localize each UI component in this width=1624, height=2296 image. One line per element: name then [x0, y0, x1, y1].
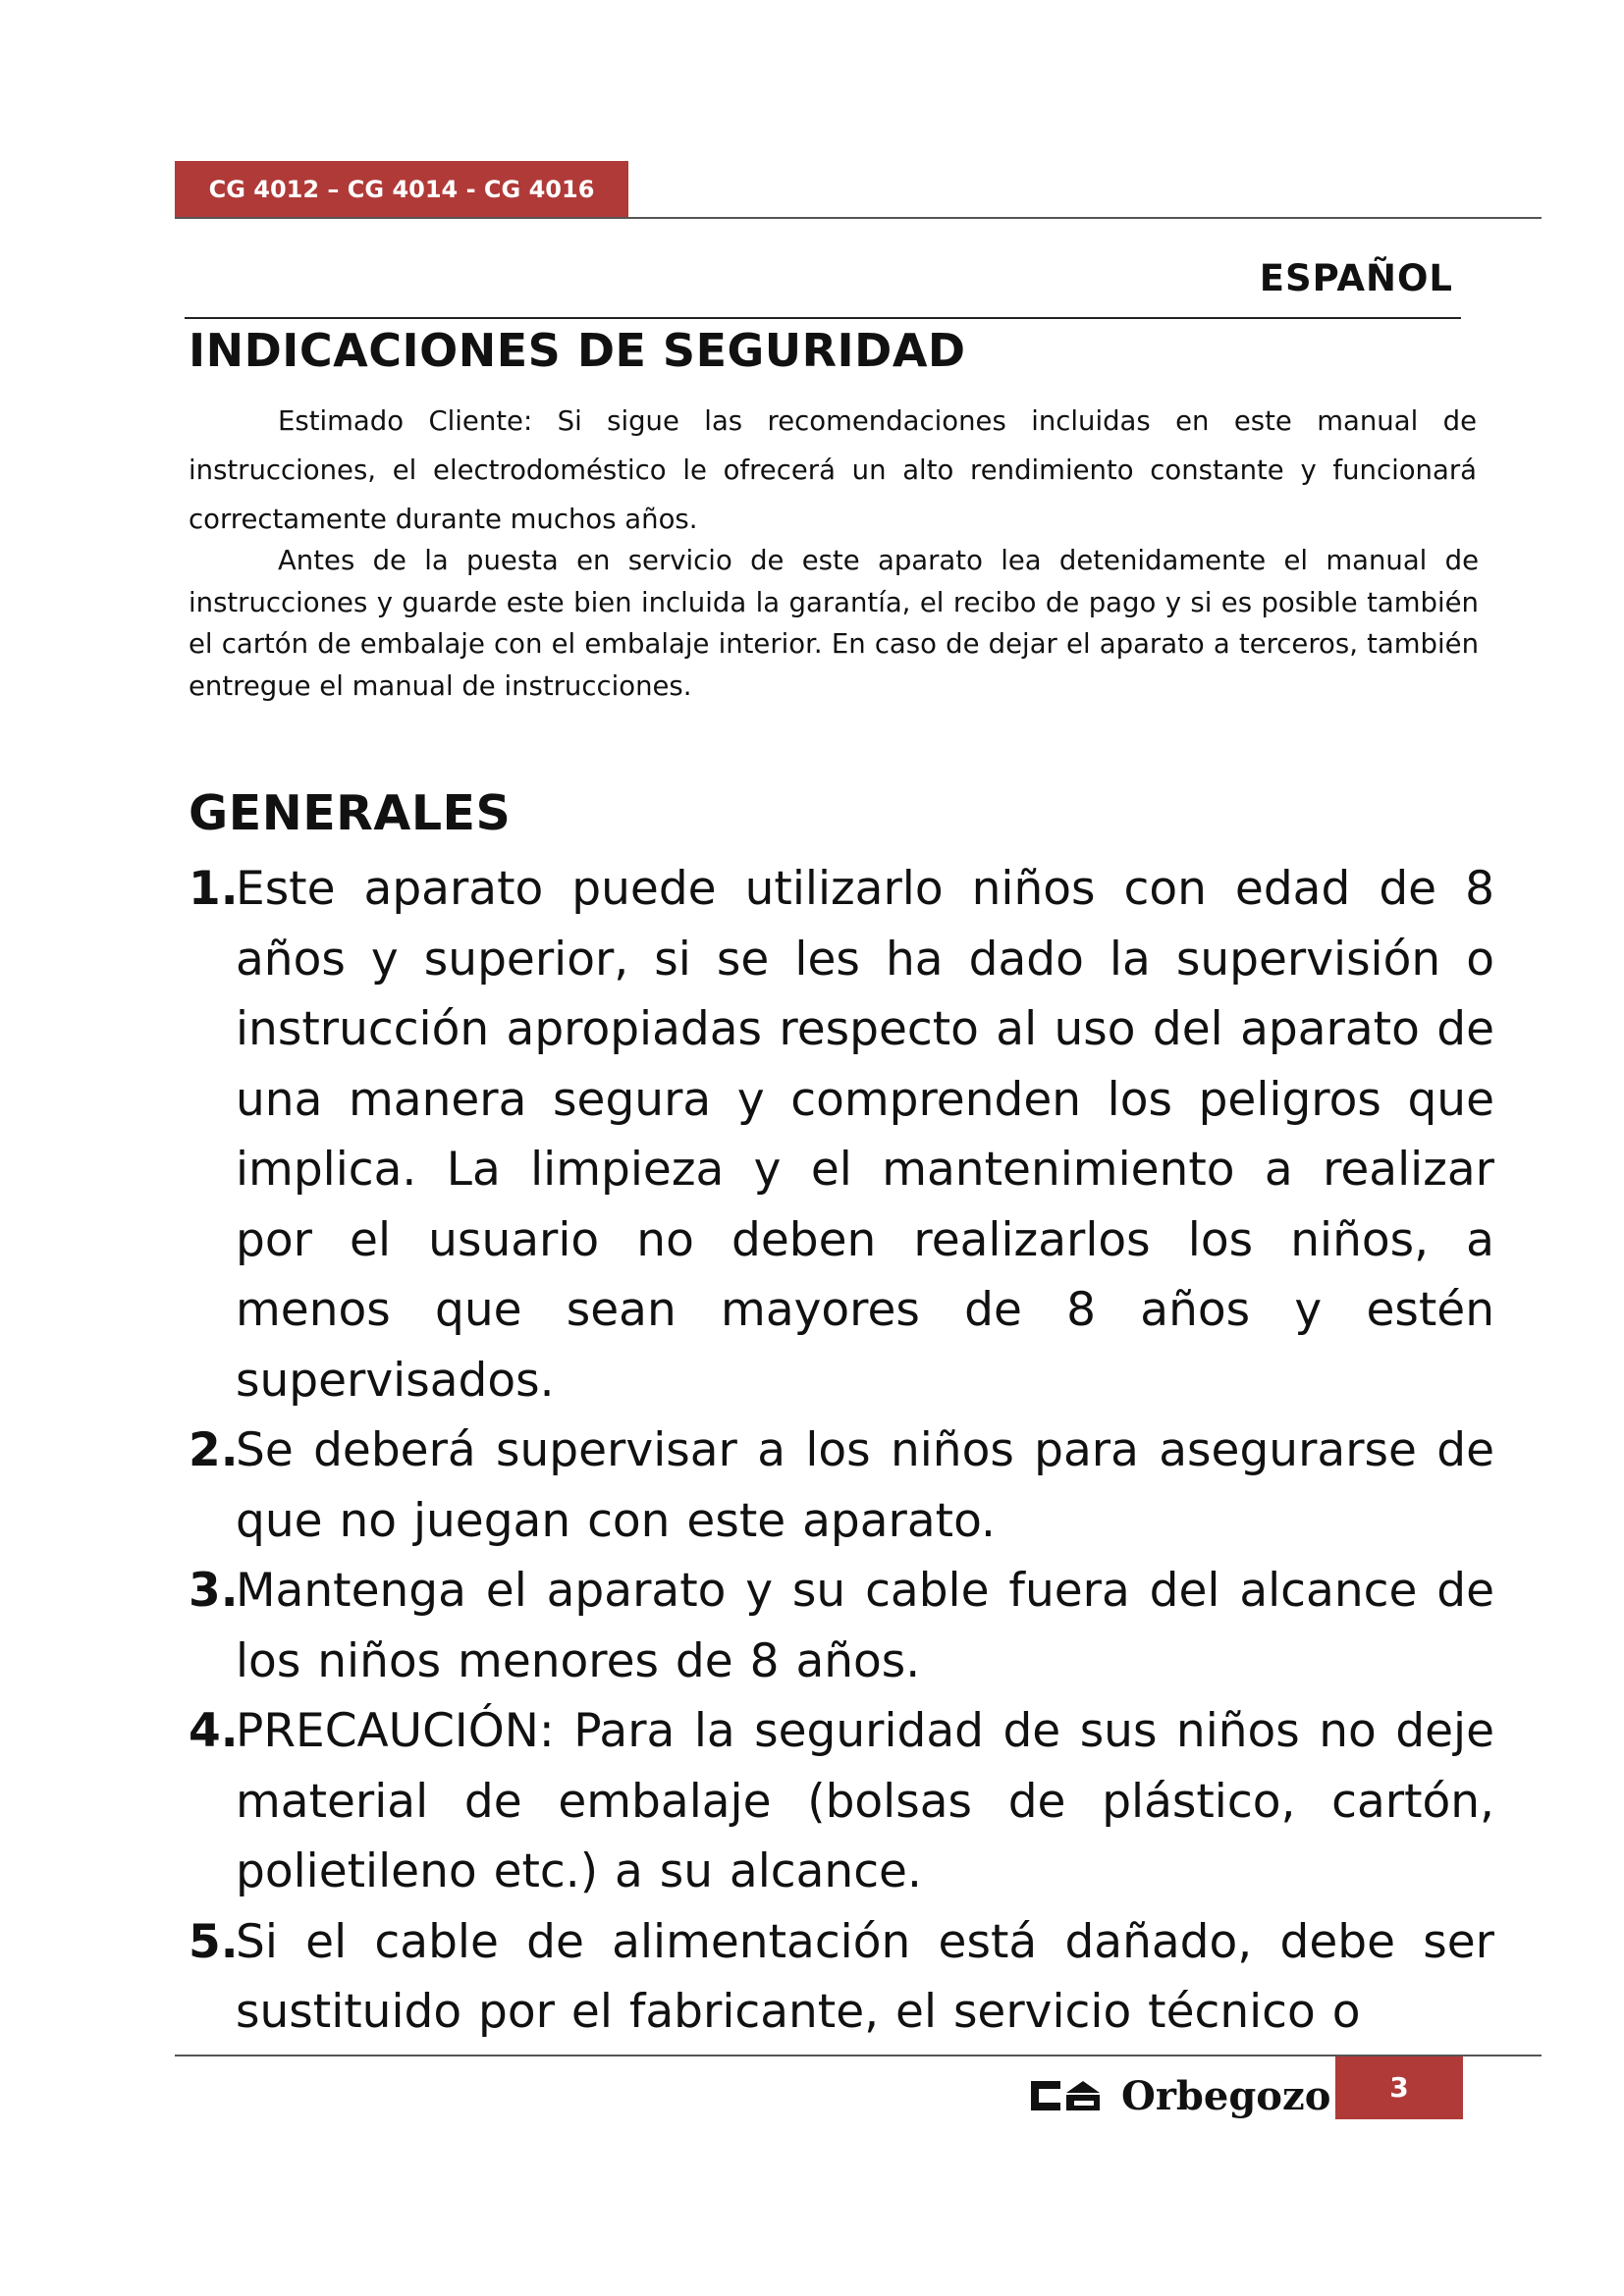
- list-item-text: Este aparato puede utilizarlo niños con edad de 8 años y superior, si se les ha dado la supervisión o instrucción apropiadas respecto al uso del aparato de una manera segura y comprenden los peligros que implica. La limpieza y el mantenimiento a realizar por el usuario no deben realizarlos los niños, a menos que sean mayores de 8 años y estén supervisados.: [236, 862, 1494, 1408]
- language-label: ESPAÑOL: [1259, 257, 1453, 299]
- general-section-title: GENERALES: [189, 785, 512, 841]
- language-divider: [185, 317, 1461, 319]
- intro-paragraph-customer: Estimado Cliente: Si sigue las recomendaciones incluidas en este manual de instrucciones, el electrodoméstico le ofrecerá un alto rendimiento constante y funcionará correctamente durante muchos años.: [189, 405, 1477, 535]
- list-item-text: Se deberá supervisar a los niños para asegurarse de que no juegan con este aparato.: [236, 1423, 1494, 1548]
- list-item-number: 3.: [189, 1564, 239, 1618]
- list-item: [189, 1556, 1494, 1696]
- list-item: [189, 1907, 1494, 2048]
- safety-section-title: INDICACIONES DE SEGURIDAD: [189, 324, 966, 377]
- list-item: [189, 854, 1494, 1415]
- intro-paragraph-before-use: Antes de la puesta en servicio de este aparato lea detenidamente el manual de instrucciones y guarde este bien incluida la garantía, el recibo de pago y si es posible también el cartón de embalaje con el embalaje interior. En caso de dejar el aparato a terceros, también entregue el manual de instrucciones.: [189, 545, 1479, 702]
- brand-mark-icon: [1031, 2077, 1100, 2114]
- list-item-text: Mantenga el aparato y su cable fuera del alcance de los niños menores de 8 años.: [236, 1564, 1494, 1688]
- list-item-text: PRECAUCIÓN: Para la seguridad de sus niños no deje material de embalaje (bolsas de plástico, cartón, polietileno etc.) a su alcance.: [236, 1704, 1494, 1898]
- list-item-number: 4.: [189, 1704, 239, 1758]
- list-item-number: 1.: [189, 862, 239, 916]
- model-numbers-tab: CG 4012 – CG 4014 - CG 4016: [175, 161, 628, 218]
- brand-name: Orbegozo: [1121, 2072, 1331, 2119]
- page-number: 3: [1335, 2056, 1463, 2119]
- header-divider: [175, 217, 1542, 219]
- list-item-number: 2.: [189, 1423, 239, 1477]
- list-item-text: Si el cable de alimentación está dañado, debe ser sustituido por el fabricante, el servicio técnico o: [236, 1914, 1494, 2039]
- list-item: [189, 1696, 1494, 1907]
- brand-logo: [1031, 2066, 1330, 2125]
- list-item: [189, 1415, 1494, 1556]
- list-item-number: 5.: [189, 1914, 239, 1969]
- general-safety-list: [189, 854, 1494, 2048]
